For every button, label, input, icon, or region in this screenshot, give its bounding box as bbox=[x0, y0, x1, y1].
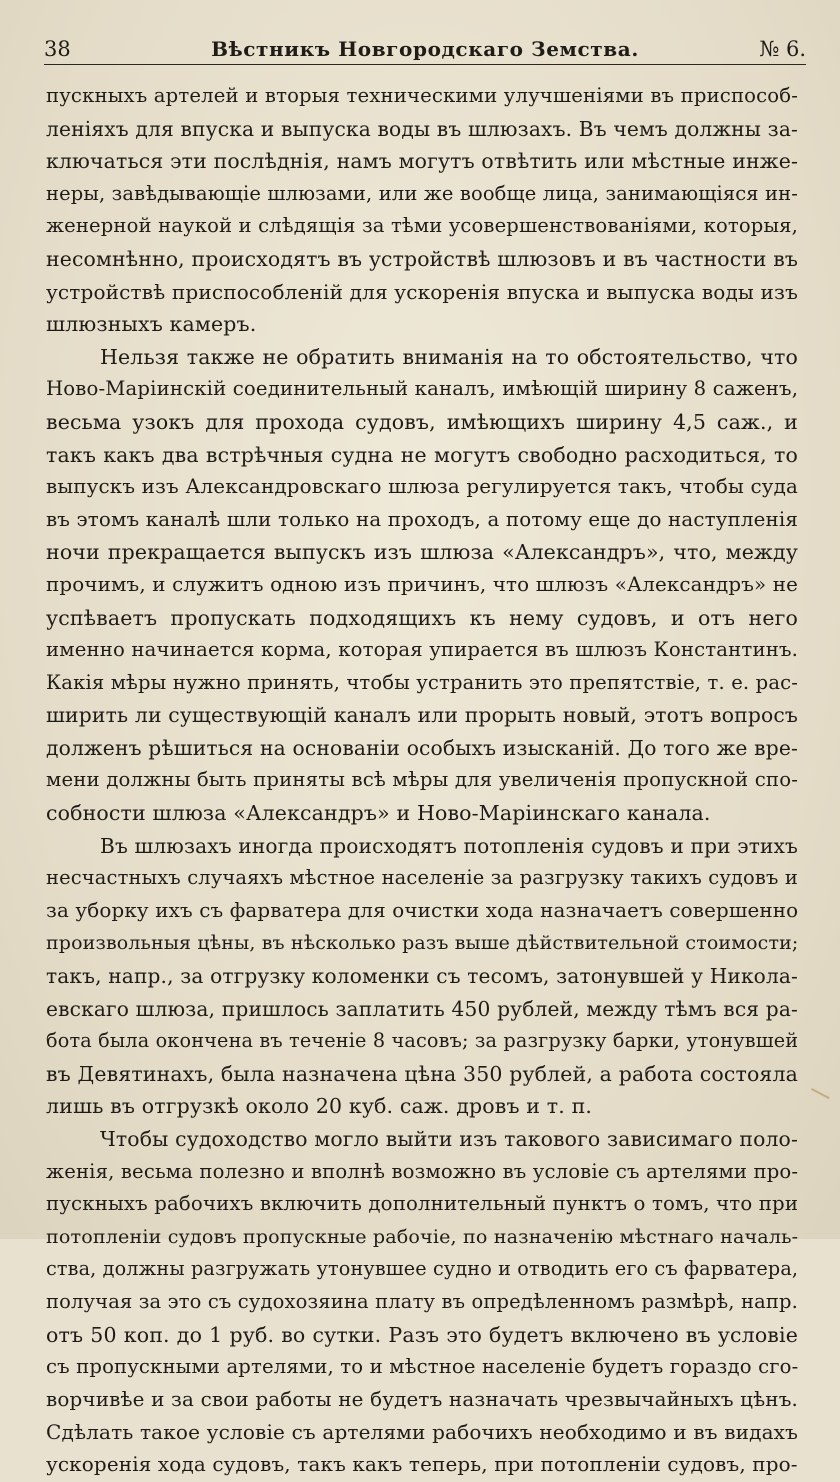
body-text bbox=[46, 80, 798, 1482]
text-line: такъ, напр., за отгрузку коломенки съ тесомъ, затонувшей у Никола- bbox=[46, 964, 798, 989]
text-line: именно начинается корма, которая упирается въ шлюзъ Константинъ. bbox=[46, 638, 798, 662]
text-line: собности шлюза «Александръ» и Ново-Маріинскаго канала. bbox=[46, 801, 711, 826]
text-line: ускоренія хода судовъ, такъ какъ теперь, при потопленіи судовъ, про- bbox=[46, 1452, 798, 1476]
text-line: прочимъ, и служитъ одною изъ причинъ, что шлюзъ «Александръ» не bbox=[46, 572, 798, 596]
text-line: Въ шлюзахъ иногда происходятъ потопленія судовъ и при этихъ bbox=[100, 833, 798, 858]
text-line: ширить ли существующій каналъ или прорыть новый, этотъ вопросъ bbox=[46, 703, 798, 728]
text-line: Сдѣлать такое условіе съ артелями рабочихъ необходимо и въ видахъ bbox=[46, 1420, 798, 1445]
text-line: долженъ рѣшиться на основаніи особыхъ изысканій. До того же вре- bbox=[46, 735, 798, 760]
text-line: такъ какъ два встрѣчныя судна не могутъ свободно расходиться, то bbox=[46, 442, 798, 467]
text-line: пускныхъ артелей и вторыя техническими улучшеніями въ приспособ- bbox=[46, 84, 798, 107]
text-line: ворчивѣе и за свои работы не будетъ назначать чрезвычайныхъ цѣнъ. bbox=[46, 1387, 798, 1411]
text-line: шлюзныхъ камеръ. bbox=[46, 312, 257, 337]
text-line: женія, весьма полезно и вполнѣ возможно въ условіе съ артелями про- bbox=[46, 1159, 798, 1183]
text-line: евскаго шлюза, пришлось заплатить 450 рублей, между тѣмъ вся ра- bbox=[46, 996, 798, 1021]
text-line: Какія мѣры нужно принять, чтобы устранить это препятствіе, т. е. рас- bbox=[46, 670, 798, 694]
text-line: пускныхъ рабочихъ включить дополнительный пунктъ о томъ, что при bbox=[46, 1192, 798, 1216]
running-head bbox=[44, 34, 806, 68]
text-line: въ этомъ каналѣ шли только на проходъ, а потому еще до наступленія bbox=[46, 507, 798, 531]
text-line: получая за это съ судохозяина плату въ опредѣленномъ размѣрѣ, напр. bbox=[46, 1289, 798, 1313]
text-line: мени должны быть приняты всѣ мѣры для увеличенія пропускной спо- bbox=[46, 768, 798, 792]
text-line: произвольныя цѣны, въ нѣсколько разъ выше дѣйствительной стоимости; bbox=[46, 932, 798, 955]
text-line: Чтобы судоходство могло выйти изъ такового зависимаго поло- bbox=[100, 1127, 798, 1151]
text-line: ночи прекращается выпускъ изъ шлюза «Александръ», что, между bbox=[46, 540, 798, 565]
text-line: въ Девятинахъ, была назначена цѣна 350 рублей, а работа состояла bbox=[46, 1061, 798, 1086]
text-line: успѣваетъ пропускать подходящихъ къ нему судовъ, и отъ него bbox=[46, 605, 798, 630]
header-rule bbox=[44, 64, 806, 65]
text-line: выпускъ изъ Александровскаго шлюза регулируется такъ, чтобы суда bbox=[46, 475, 798, 499]
issue-number: № 6. bbox=[759, 37, 806, 61]
text-line: ключаться эти послѣднія, намъ могутъ отвѣтить или мѣстные инже- bbox=[46, 149, 798, 174]
text-line: потопленіи судовъ пропускные рабочіе, по назначенію мѣстнаго началь- bbox=[46, 1224, 798, 1248]
text-line: за уборку ихъ съ фарватера для очистки хода назначаетъ совершенно bbox=[46, 898, 798, 922]
text-line: весьма узокъ для прохода судовъ, имѣющихъ ширину 4,5 саж., и bbox=[46, 409, 798, 434]
text-line: ства, должны разгружать утонувшее судно и отводить его съ фарватера, bbox=[46, 1257, 798, 1281]
text-line: лишь въ отгрузкѣ около 20 куб. саж. дровъ и т. п. bbox=[46, 1094, 593, 1119]
page-number: 38 bbox=[44, 37, 71, 61]
paragraph bbox=[46, 830, 798, 1123]
text-line: бота была окончена въ теченіе 8 часовъ; за разгрузку барки, утонувшей bbox=[46, 1029, 798, 1053]
text-line: несомнѣнно, происходятъ въ устройствѣ шлюзовъ и въ частности въ bbox=[46, 246, 798, 271]
text-line: устройствѣ приспособленій для ускоренія впуска и выпуска воды изъ bbox=[46, 279, 798, 304]
page-edge-mark bbox=[806, 1088, 829, 1108]
text-line: отъ 50 коп. до 1 руб. во сутки. Разъ это будетъ включено въ условіе bbox=[46, 1322, 798, 1347]
text-line: женерной наукой и слѣдящія за тѣми усовершенствованіями, которыя, bbox=[46, 214, 798, 238]
text-line: Ново-Маріинскій соединительный каналъ, имѣющій ширину 8 саженъ, bbox=[46, 377, 798, 401]
text-line: несчастныхъ случаяхъ мѣстное населеніе за разгрузку такихъ судовъ и bbox=[46, 866, 798, 890]
text-line: неры, завѣдывающіе шлюзами, или же вообще лица, занимающіяся ин- bbox=[46, 181, 798, 205]
text-line: съ пропускными артелями, то и мѣстное населеніе будетъ гораздо сго- bbox=[46, 1355, 798, 1379]
paragraph bbox=[46, 1123, 798, 1482]
paragraph bbox=[46, 341, 798, 830]
journal-title: Вѣстникъ Новгородскаго Земства. bbox=[211, 37, 639, 61]
paragraph bbox=[46, 80, 798, 341]
text-line: леніяхъ для впуска и выпуска воды въ шлюзахъ. Въ чемъ должны за- bbox=[46, 116, 798, 141]
text-line: Нельзя также не обратить вниманія на то обстоятельство, что bbox=[100, 344, 798, 369]
